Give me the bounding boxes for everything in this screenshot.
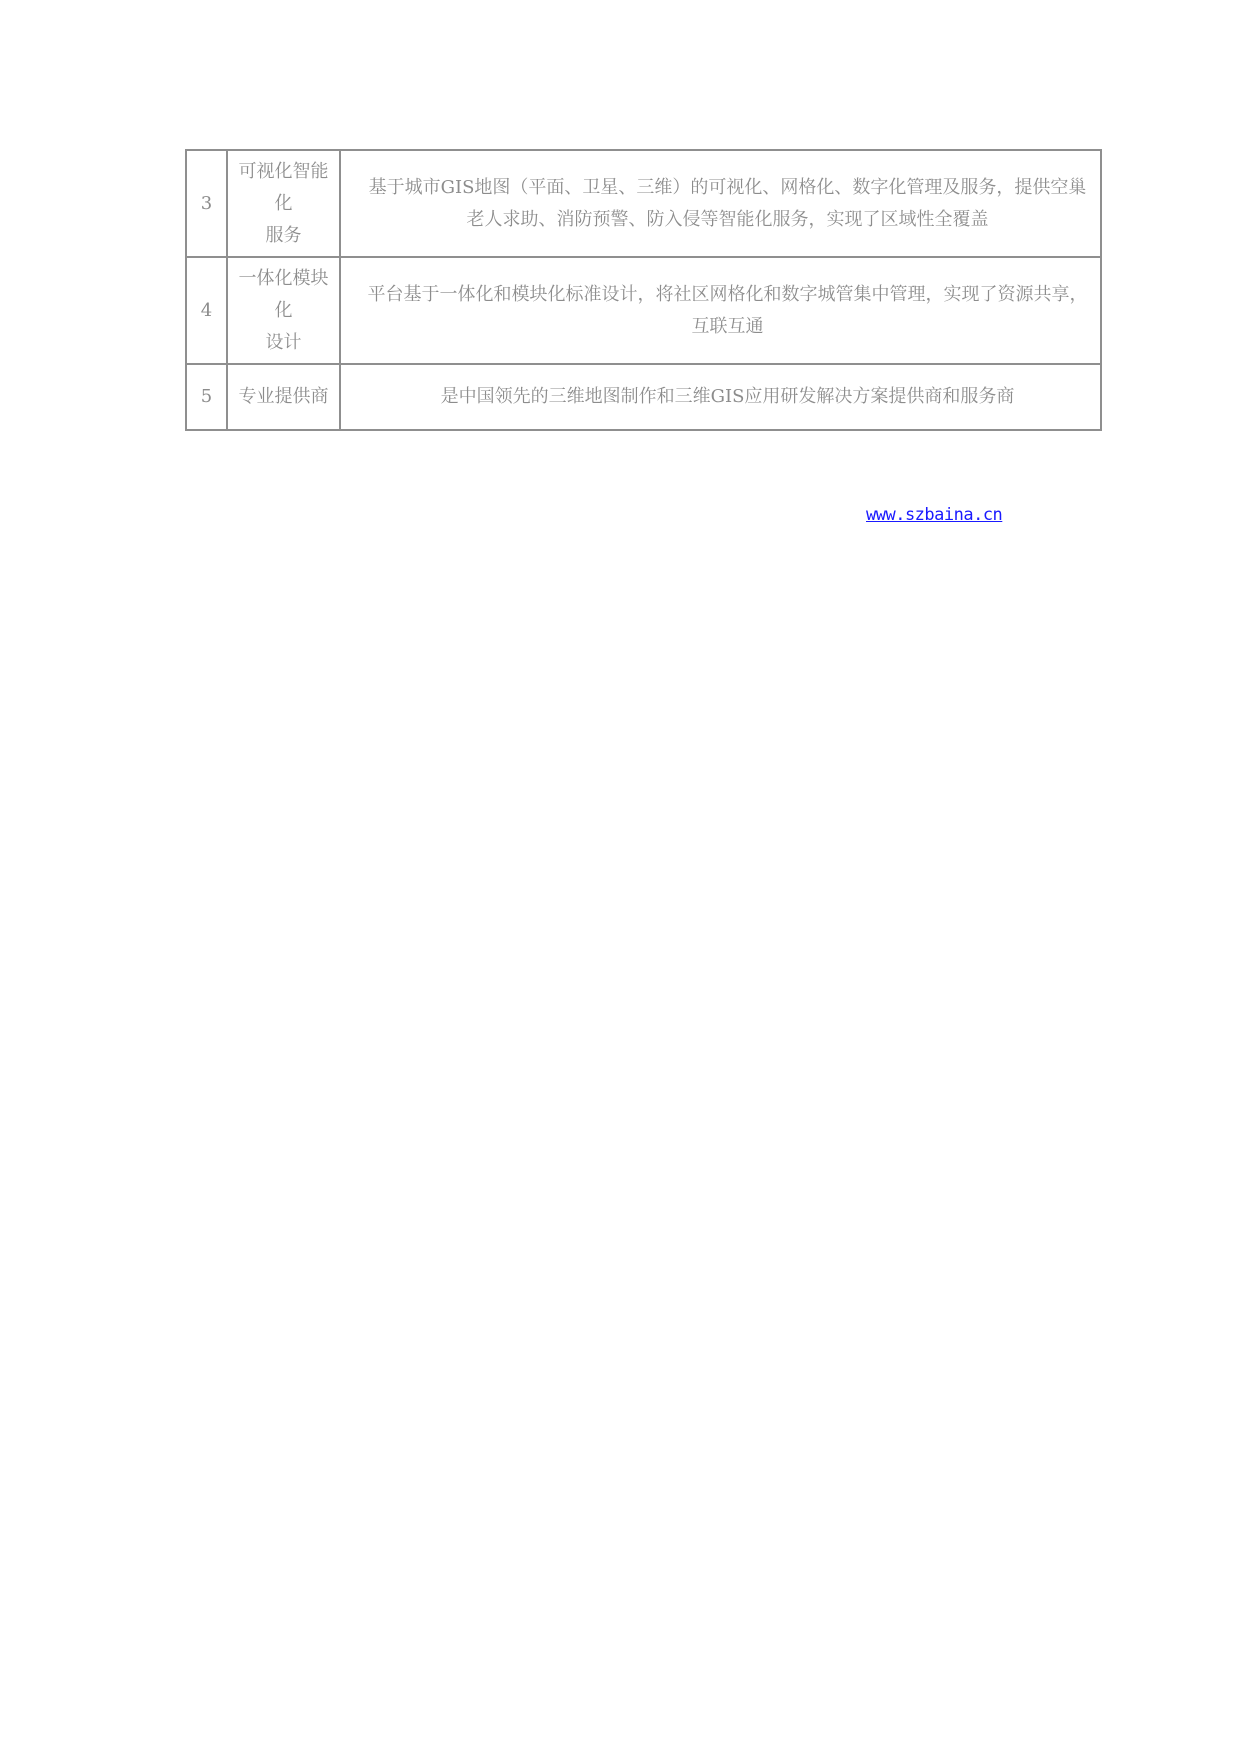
feature-description-line: 基于城市GIS地图（平面、卫星、三维）的可视化、网格化、数字化管理及服务，提供空巢 bbox=[368, 176, 1087, 198]
table-row bbox=[186, 150, 1101, 257]
feature-name bbox=[227, 257, 340, 364]
feature-name bbox=[227, 150, 340, 257]
feature-table bbox=[185, 149, 1102, 431]
website-link[interactable]: www.szbaina.cn bbox=[866, 505, 1003, 525]
feature-name-line: 可视化智能 bbox=[238, 160, 329, 182]
feature-name-line: 设计 bbox=[265, 331, 302, 353]
feature-description-line: 老人求助、消防预警、防入侵等智能化服务，实现了区域性全覆盖 bbox=[466, 208, 989, 230]
feature-name-line: 服务 bbox=[265, 224, 302, 246]
row-number: 4 bbox=[186, 257, 227, 364]
feature-description-line: 平台基于一体化和模块化标准设计，将社区网格化和数字城管集中管理，实现了资源共享， bbox=[367, 283, 1088, 305]
row-number: 3 bbox=[186, 150, 227, 257]
feature-name-line: 化 bbox=[274, 299, 293, 321]
feature-name-line: 一体化模块 bbox=[238, 267, 329, 289]
feature-name bbox=[227, 364, 340, 430]
feature-name-line: 专业提供商 bbox=[238, 386, 329, 407]
table-row bbox=[186, 364, 1101, 430]
feature-description bbox=[340, 364, 1101, 430]
table-row bbox=[186, 257, 1101, 364]
feature-description-line: 互联互通 bbox=[691, 315, 764, 337]
feature-description bbox=[340, 150, 1101, 257]
feature-name-line: 化 bbox=[274, 192, 293, 214]
feature-description-line: 是中国领先的三维地图制作和三维GIS应用研发解决方案提供商和服务商 bbox=[440, 386, 1015, 407]
feature-description bbox=[340, 257, 1101, 364]
row-number: 5 bbox=[186, 364, 227, 430]
